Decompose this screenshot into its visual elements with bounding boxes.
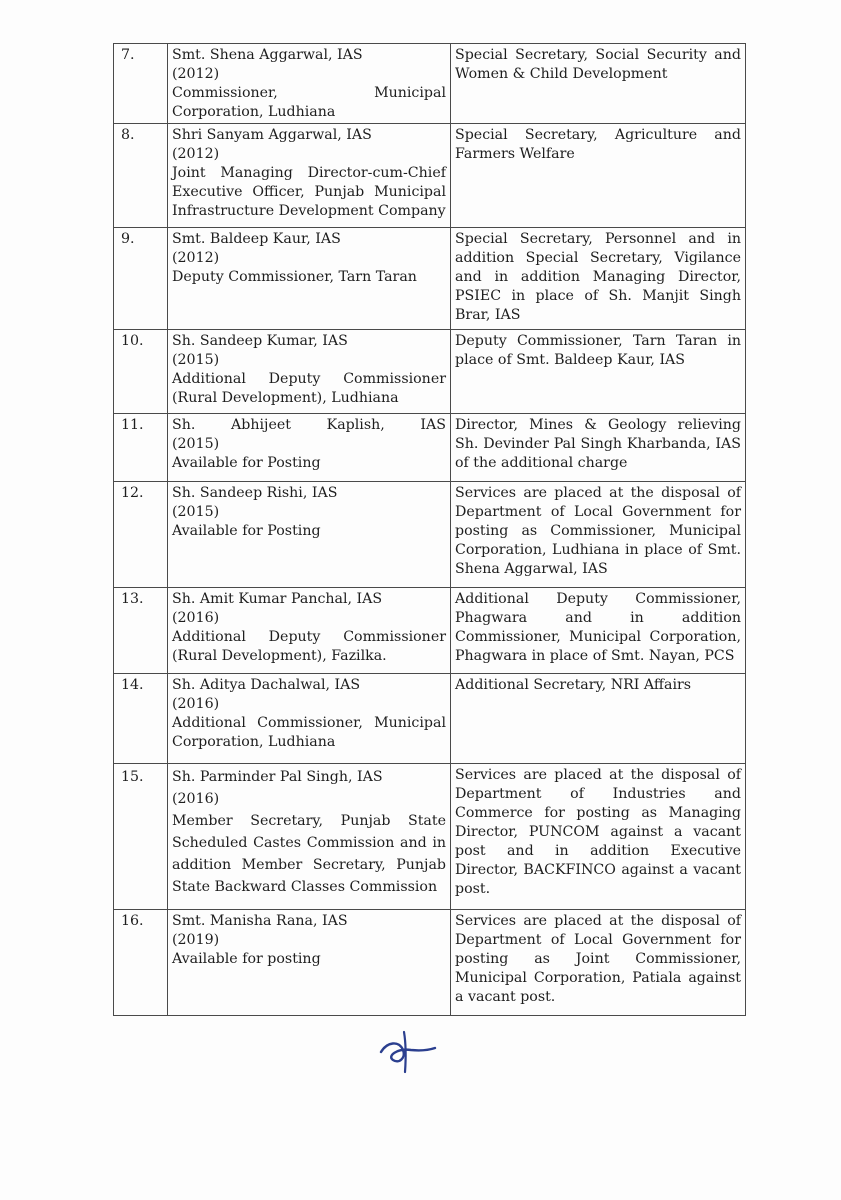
officer-cell [168, 330, 451, 414]
new-posting: Additional Secretary, NRI Affairs [451, 674, 746, 764]
new-posting: Special Secretary, Personnel and in addition Special Secretary, Vigilance and in addition Managing Director, PSIEC in place of Sh. Manjit Singh Brar, IAS [451, 228, 746, 330]
officer-cell [168, 414, 451, 482]
officer-name: Sh. Parminder Pal Singh, IAS [172, 769, 383, 785]
new-posting: Deputy Commissioner, Tarn Taran in place of Smt. Baldeep Kaur, IAS [451, 330, 746, 414]
officer-cell [168, 482, 451, 588]
new-posting: Additional Deputy Commissioner, Phagwara and in addition Commissioner, Municipal Corporation, Phagwara in place of Smt. Nayan, PCS [451, 588, 746, 674]
officer-cell [168, 910, 451, 1016]
officer-designation: Joint Managing Director-cum-Chief Executive Officer, Punjab Municipal Infrastructure Development Company [172, 165, 446, 219]
officer-designation: Additional Deputy Commissioner (Rural Development), Fazilka. [172, 629, 446, 664]
new-posting: Services are placed at the disposal of Department of Industries and Commerce for posting as Managing Director, PUNCOM against a vacant post and in addition Executive Director, BACKFINCO against a vacant post. [451, 764, 746, 910]
officer-batch: (2012) [172, 250, 220, 266]
officer-designation: Available for posting [172, 951, 321, 967]
officer-batch: (2016) [172, 610, 220, 626]
officer-name: Shri Sanyam Aggarwal, IAS [172, 127, 372, 143]
officer-cell [168, 588, 451, 674]
row-number: 7. [114, 44, 168, 124]
new-posting: Services are placed at the disposal of Department of Local Government for posting as Commissioner, Municipal Corporation, Ludhiana in place of Smt. Shena Aggarwal, IAS [451, 482, 746, 588]
officer-cell [168, 124, 451, 228]
officer-batch: (2015) [172, 504, 220, 520]
table-row [114, 910, 746, 1016]
table-row [114, 674, 746, 764]
officer-name: Sh. Amit Kumar Panchal, IAS [172, 591, 383, 607]
officer-name: Sh. Sandeep Kumar, IAS [172, 333, 348, 349]
officer-designation: Member Secretary, Punjab State Scheduled Castes Commission and in addition Member Secretary, Punjab State Backward Classes Commission [172, 813, 446, 895]
new-posting: Special Secretary, Social Security and Women & Child Development [451, 44, 746, 124]
officer-batch: (2012) [172, 146, 220, 162]
table-row [114, 764, 746, 910]
officer-designation: Deputy Commissioner, Tarn Taran [172, 269, 417, 285]
officer-batch: (2016) [172, 791, 220, 807]
signature-mark [377, 1028, 439, 1074]
row-number: 8. [114, 124, 168, 228]
table-row [114, 414, 746, 482]
officer-batch: (2016) [172, 696, 220, 712]
row-number: 10. [114, 330, 168, 414]
row-number: 16. [114, 910, 168, 1016]
row-number: 15. [114, 764, 168, 910]
table-row [114, 330, 746, 414]
officer-batch: (2012) [172, 66, 220, 82]
officer-cell [168, 44, 451, 124]
officer-name: Smt. Manisha Rana, IAS [172, 913, 348, 929]
new-posting: Services are placed at the disposal of Department of Local Government for posting as Joint Commissioner, Municipal Corporation, Patiala against a vacant post. [451, 910, 746, 1016]
new-posting: Director, Mines & Geology relieving Sh. Devinder Pal Singh Kharbanda, IAS of the additional charge [451, 414, 746, 482]
officer-batch: (2015) [172, 436, 220, 452]
new-posting: Special Secretary, Agriculture and Farmers Welfare [451, 124, 746, 228]
table-row [114, 482, 746, 588]
officer-cell [168, 674, 451, 764]
officer-cell [168, 228, 451, 330]
table-row [114, 44, 746, 124]
row-number: 11. [114, 414, 168, 482]
officer-name: Sh. Sandeep Rishi, IAS [172, 485, 338, 501]
officer-cell [168, 764, 451, 910]
officer-designation: Additional Commissioner, Municipal Corporation, Ludhiana [172, 715, 446, 750]
officer-name: Sh. Aditya Dachalwal, IAS [172, 677, 361, 693]
table-row [114, 228, 746, 330]
officer-designation: Commissioner, Municipal Corporation, Ludhiana [172, 85, 446, 120]
officer-designation: Available for Posting [172, 523, 321, 539]
postings-table [113, 43, 746, 1016]
officer-name: Sh. Abhijeet Kaplish, IAS [172, 417, 446, 433]
table-row [114, 588, 746, 674]
officer-name: Smt. Shena Aggarwal, IAS [172, 47, 363, 63]
officer-batch: (2019) [172, 932, 220, 948]
officer-batch: (2015) [172, 352, 220, 368]
officer-designation: Available for Posting [172, 455, 321, 471]
row-number: 9. [114, 228, 168, 330]
row-number: 13. [114, 588, 168, 674]
table-row [114, 124, 746, 228]
officer-name: Smt. Baldeep Kaur, IAS [172, 231, 341, 247]
officer-designation: Additional Deputy Commissioner (Rural Development), Ludhiana [172, 371, 446, 406]
row-number: 14. [114, 674, 168, 764]
row-number: 12. [114, 482, 168, 588]
